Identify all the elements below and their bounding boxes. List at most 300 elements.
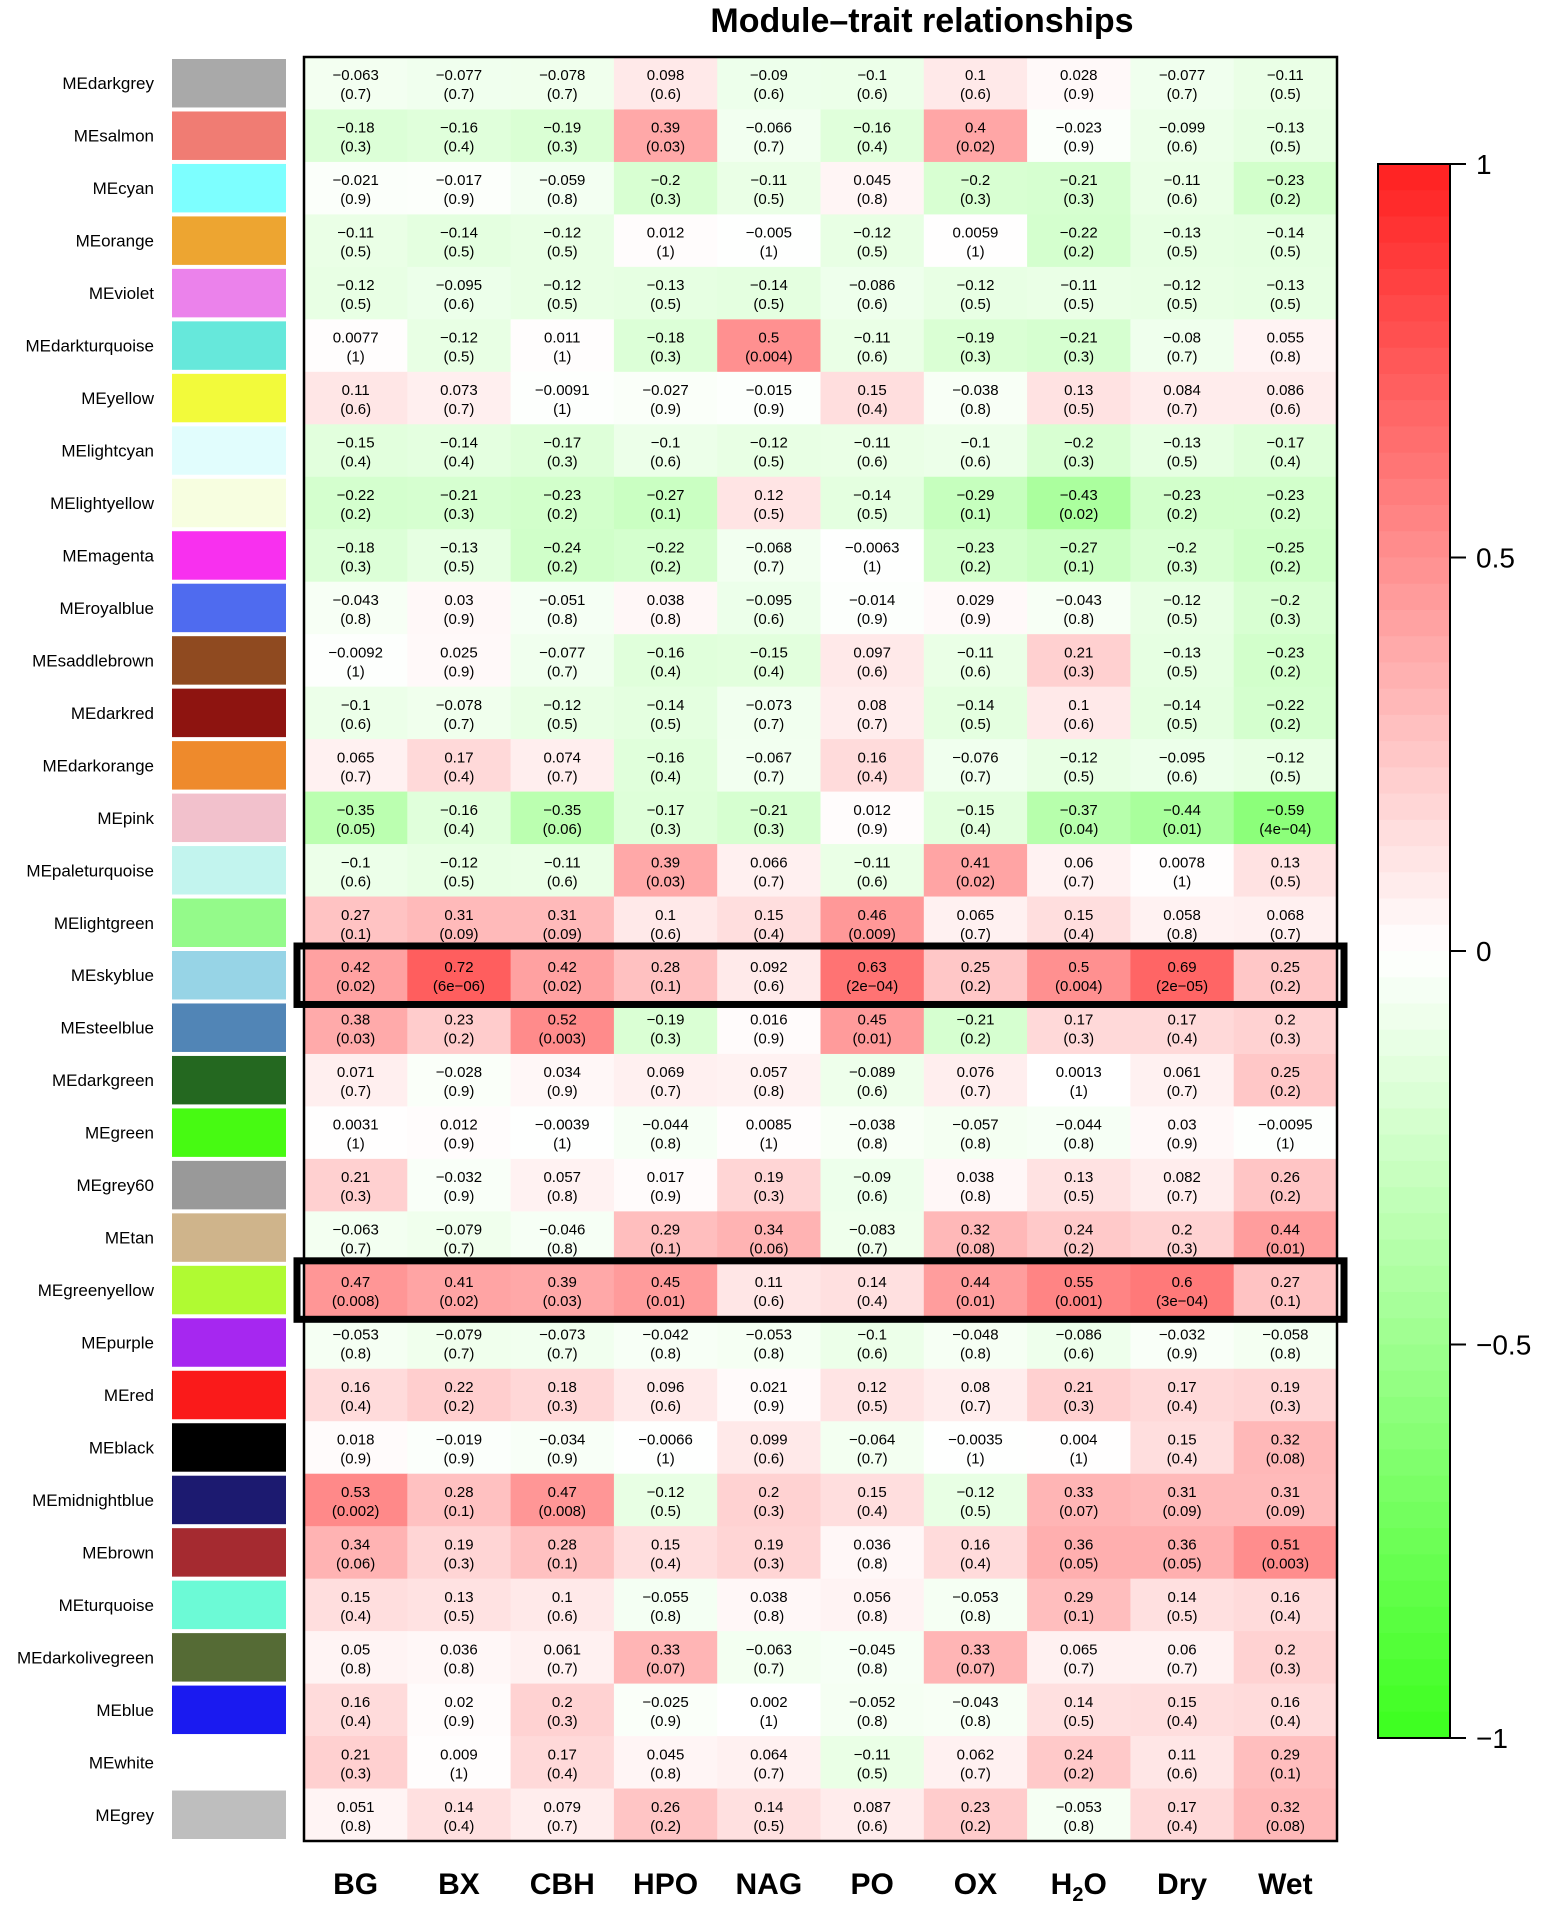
cell-pvalue: (0.6) (856, 453, 888, 471)
cell-pvalue: (0.9) (753, 401, 785, 419)
cell-correlation: 0.52 (547, 1011, 577, 1029)
cell-correlation: −0.14 (439, 434, 478, 452)
cell-pvalue: (0.2) (960, 978, 991, 996)
cell-correlation: 0.36 (1064, 1536, 1094, 1554)
cell-pvalue: (0.6) (340, 873, 372, 891)
cell-correlation: 0.21 (341, 1169, 371, 1187)
cell-correlation: 0.036 (440, 1641, 478, 1659)
cell-pvalue: (0.6) (1166, 1765, 1198, 1783)
cell-pvalue: (0.5) (546, 296, 578, 314)
cell-correlation: −0.19 (646, 1011, 685, 1029)
cell-correlation: −0.015 (745, 382, 792, 400)
colorbar-step (1378, 925, 1450, 952)
row-label: MEyellow (81, 389, 154, 409)
column-label: BG (333, 1868, 379, 1901)
cell-correlation: 0.096 (646, 1379, 685, 1396)
cell-correlation: 0.44 (960, 1274, 991, 1292)
cell-pvalue: (0.3) (340, 138, 372, 156)
cell-pvalue: (0.6) (856, 663, 888, 681)
cell-correlation: 0.065 (1059, 1641, 1098, 1659)
colorbar-step (1378, 505, 1450, 532)
cell-correlation: 0.1 (551, 1588, 573, 1606)
cell-pvalue: (0.5) (1269, 873, 1301, 891)
module-swatch (172, 111, 286, 159)
cell-pvalue: (0.9) (1063, 86, 1095, 104)
cell-correlation: −0.051 (539, 591, 586, 609)
row-label: MEsalmon (73, 126, 154, 146)
cell-correlation: −0.1 (650, 434, 681, 452)
cell-pvalue: (0.5) (443, 348, 475, 366)
cell-correlation: −0.11 (957, 644, 994, 662)
cell-correlation: −0.23 (956, 539, 995, 557)
cell-pvalue: (0.3) (546, 138, 578, 156)
cell-pvalue: (0.4) (1269, 1607, 1301, 1625)
cell-pvalue: (0.9) (443, 1188, 475, 1206)
module-swatch (172, 269, 286, 317)
cell-correlation: 0.41 (444, 1274, 474, 1292)
module-swatch (172, 1633, 286, 1681)
cell-correlation: 0.42 (547, 959, 577, 977)
cell-pvalue: (0.1) (960, 506, 991, 523)
cell-pvalue: (1) (553, 401, 572, 419)
cell-correlation: 0.036 (853, 1536, 891, 1554)
colorbar-step (1378, 1292, 1450, 1319)
cell-pvalue: (0.4) (1063, 925, 1095, 943)
cell-correlation: 0.061 (1163, 1064, 1201, 1082)
cell-pvalue: (0.5) (1166, 715, 1198, 733)
cell-pvalue: (1) (346, 348, 365, 366)
colorbar-step (1378, 558, 1450, 585)
colorbar-step (1378, 1371, 1450, 1398)
cell-pvalue: (0.07) (955, 1660, 996, 1678)
cell-correlation: 0.029 (956, 591, 995, 609)
cell-pvalue: (0.4) (960, 820, 991, 838)
cell-pvalue: (0.5) (753, 296, 785, 314)
colorbar-step (1378, 1108, 1450, 1135)
cell-correlation: 0.0059 (952, 224, 999, 242)
colorbar-step (1378, 820, 1450, 847)
cell-pvalue: (0.2) (650, 558, 681, 576)
colorbar (1378, 149, 1531, 1754)
cell-pvalue: (0.6) (856, 1083, 888, 1101)
cell-correlation: −0.027 (642, 382, 689, 400)
cell-pvalue: (0.09) (1162, 1502, 1202, 1520)
cell-pvalue: (3e−04) (1155, 1293, 1209, 1311)
cell-pvalue: (0.1) (1063, 558, 1095, 576)
module-swatch (172, 951, 286, 999)
cell-pvalue: (0.4) (1166, 1712, 1198, 1730)
cell-correlation: 0.065 (336, 749, 375, 767)
cell-pvalue: (0.6) (1166, 768, 1198, 786)
colorbar-step (1378, 190, 1450, 217)
cell-correlation: 0.17 (1064, 1011, 1094, 1029)
cell-pvalue: (0.8) (340, 610, 372, 628)
colorbar-step (1378, 636, 1450, 663)
cell-pvalue: (0.3) (650, 1030, 681, 1048)
cell-pvalue: (0.09) (542, 925, 582, 943)
cell-correlation: 0.009 (440, 1746, 478, 1764)
cell-correlation: −0.22 (1059, 224, 1098, 242)
cell-correlation: −0.23 (543, 487, 582, 504)
cell-correlation: 0.2 (1171, 1221, 1193, 1239)
cell-pvalue: (0.8) (960, 1712, 991, 1730)
cell-pvalue: (0.6) (753, 978, 785, 996)
cell-correlation: 0.16 (341, 1379, 371, 1396)
cell-pvalue: (0.02) (955, 138, 996, 156)
cell-pvalue: (0.5) (1166, 663, 1198, 681)
column-label: OX (953, 1868, 998, 1901)
cell-pvalue: (6e−06) (432, 978, 486, 996)
cell-pvalue: (1) (656, 1450, 675, 1468)
cell-correlation: −0.35 (336, 801, 375, 819)
cell-pvalue: (0.08) (1265, 1450, 1305, 1468)
cell-correlation: −0.032 (1158, 1326, 1206, 1344)
row-label: MEdarkgreen (51, 1071, 154, 1091)
cell-pvalue: (0.2) (960, 1817, 991, 1835)
cell-correlation: −0.073 (745, 696, 792, 714)
cell-correlation: −0.17 (646, 801, 685, 819)
cell-pvalue: (0.7) (340, 768, 372, 786)
column-label: $H_2O$ (1050, 1868, 1107, 1906)
cell-correlation: −0.12 (1266, 749, 1305, 767)
cell-pvalue: (1) (862, 558, 882, 576)
cell-correlation: 0.017 (646, 1169, 685, 1187)
cell-correlation: 0.098 (646, 67, 685, 85)
cell-pvalue: (0.7) (856, 1450, 888, 1468)
cell-pvalue: (0.7) (753, 768, 785, 786)
cell-pvalue: (0.4) (856, 1293, 888, 1311)
cell-correlation: −0.076 (952, 749, 999, 767)
colorbar-step (1378, 1686, 1450, 1713)
cell-correlation: 0.36 (1167, 1536, 1197, 1554)
cell-pvalue: (0.3) (1269, 610, 1301, 628)
row-label: MEdarkorange (42, 756, 154, 776)
cell-correlation: 0.6 (1171, 1274, 1193, 1292)
cell-pvalue: (0.8) (1063, 1817, 1095, 1835)
cell-pvalue: (0.1) (1269, 1293, 1301, 1311)
cell-pvalue: (0.02) (955, 873, 996, 891)
cell-correlation: −0.27 (646, 487, 685, 504)
cell-pvalue: (0.8) (960, 1607, 991, 1625)
cell-correlation: 0.099 (750, 1431, 788, 1449)
cell-pvalue: (0.7) (753, 715, 785, 733)
cell-pvalue: (0.7) (753, 873, 785, 891)
cell-correlation: 0.057 (543, 1169, 582, 1187)
cell-correlation: −0.045 (849, 1641, 896, 1659)
cell-correlation: −0.0091 (534, 382, 590, 400)
colorbar-step (1378, 1633, 1450, 1660)
cell-pvalue: (0.5) (1269, 243, 1301, 261)
cell-correlation: −0.14 (853, 487, 892, 504)
colorbar-step (1378, 610, 1450, 637)
cell-pvalue: (0.6) (1063, 715, 1095, 733)
row-label: MEorange (75, 231, 154, 251)
colorbar-step (1378, 1135, 1450, 1162)
cell-correlation: 0.025 (440, 644, 478, 662)
cell-correlation: −0.12 (646, 1483, 685, 1501)
cell-pvalue: (0.6) (1269, 401, 1301, 419)
cell-correlation: −0.032 (435, 1169, 483, 1187)
cell-correlation: 0.13 (444, 1588, 474, 1606)
cell-correlation: −0.14 (956, 696, 995, 714)
cell-pvalue: (0.8) (650, 1607, 681, 1625)
cell-pvalue: (0.3) (1063, 1398, 1095, 1415)
cell-correlation: −0.12 (439, 854, 478, 872)
colorbar-step (1378, 1554, 1450, 1581)
cell-correlation: −0.014 (849, 591, 896, 609)
cell-pvalue: (0.9) (443, 1135, 475, 1153)
cell-pvalue: (0.3) (1269, 1660, 1301, 1678)
cell-correlation: 0.16 (1270, 1588, 1300, 1606)
cell-pvalue: (0.8) (856, 1555, 888, 1573)
cell-pvalue: (0.9) (1166, 1135, 1198, 1153)
cell-correlation: 0.24 (1064, 1221, 1094, 1239)
cell-correlation: −0.077 (1158, 67, 1206, 85)
cell-correlation: −0.22 (646, 539, 685, 557)
cell-pvalue: (0.5) (546, 715, 578, 733)
colorbar-step (1378, 741, 1450, 768)
row-label: MEgrey (95, 1805, 154, 1825)
cell-pvalue: (0.3) (546, 1712, 578, 1730)
cell-correlation: −0.43 (1059, 487, 1098, 504)
cell-pvalue: (0.07) (1059, 1502, 1099, 1520)
cell-correlation: 0.19 (754, 1169, 784, 1187)
cell-pvalue: (1) (966, 1450, 985, 1468)
cell-pvalue: (0.2) (1269, 1188, 1301, 1206)
cell-correlation: 0.15 (650, 1536, 681, 1554)
cell-pvalue: (0.9) (443, 663, 475, 681)
cell-pvalue: (0.03) (645, 138, 686, 156)
colorbar-tick-label: 1 (1476, 149, 1492, 180)
cell-correlation: 0.33 (1064, 1483, 1094, 1501)
row-label: MElightgreen (53, 913, 154, 933)
cell-correlation: −0.08 (1163, 329, 1202, 347)
cell-correlation: −0.066 (745, 119, 792, 137)
cell-pvalue: (0.09) (439, 925, 479, 943)
cell-pvalue: (0.5) (1166, 453, 1198, 471)
cell-pvalue: (0.5) (856, 506, 888, 523)
cell-pvalue: (0.6) (753, 1450, 785, 1468)
row-label: MEroyalblue (59, 598, 154, 618)
cell-pvalue: (0.7) (1269, 925, 1301, 943)
cell-correlation: −0.22 (336, 487, 375, 504)
cell-correlation: −0.11 (543, 854, 581, 872)
cell-correlation: 0.31 (444, 906, 474, 924)
colorbar-step (1378, 1659, 1450, 1686)
colorbar-step (1378, 1318, 1450, 1345)
cell-pvalue: (0.9) (546, 1450, 578, 1468)
cell-correlation: 0.1 (655, 906, 676, 924)
cell-correlation: 0.0078 (1159, 854, 1205, 872)
cell-pvalue: (1) (346, 663, 365, 681)
row-label: MEpurple (81, 1333, 154, 1353)
cell-pvalue: (0.3) (340, 1188, 372, 1206)
cell-correlation: 0.057 (750, 1064, 788, 1082)
cell-correlation: −0.017 (435, 172, 483, 190)
cell-correlation: 0.16 (341, 1693, 371, 1711)
cell-correlation: −0.15 (749, 644, 788, 662)
cell-correlation: −0.043 (952, 1693, 999, 1711)
cell-pvalue: (0.3) (1269, 1030, 1301, 1048)
cell-correlation: −0.023 (1055, 119, 1102, 137)
cell-correlation: −0.1 (960, 434, 991, 452)
cell-pvalue: (0.01) (1265, 1240, 1305, 1258)
cell-pvalue: (0.5) (443, 1607, 475, 1625)
cell-correlation: 0.016 (750, 1011, 788, 1029)
cell-correlation: 0.0085 (745, 1116, 792, 1134)
cell-pvalue: (0.3) (1269, 1398, 1301, 1415)
row-label: MElightyellow (50, 494, 154, 513)
column-label: Dry (1157, 1868, 1208, 1901)
cell-pvalue: (0.01) (645, 1293, 686, 1311)
cell-pvalue: (0.8) (340, 1345, 372, 1363)
colorbar-step (1378, 321, 1450, 348)
colorbar-step (1378, 951, 1450, 978)
cell-pvalue: (0.7) (1166, 1083, 1198, 1101)
cell-pvalue: (0.5) (960, 715, 991, 733)
cell-pvalue: (0.2) (1063, 1765, 1095, 1783)
cell-pvalue: (0.7) (650, 1083, 681, 1101)
cell-pvalue: (0.6) (753, 86, 785, 104)
cell-correlation: 0.4 (965, 119, 986, 137)
cell-pvalue: (0.05) (1162, 1555, 1202, 1573)
cell-correlation: −0.083 (849, 1221, 896, 1239)
cell-pvalue: (0.7) (546, 1345, 578, 1363)
cell-pvalue: (0.8) (856, 1607, 888, 1625)
cell-correlation: 0.061 (543, 1641, 582, 1659)
cell-pvalue: (0.4) (340, 1712, 372, 1730)
cell-pvalue: (0.5) (1166, 610, 1198, 628)
cell-pvalue: (0.05) (1059, 1555, 1099, 1573)
cell-correlation: 0.31 (547, 906, 577, 924)
cell-correlation: 0.16 (1270, 1693, 1300, 1711)
cell-pvalue: (0.4) (340, 1398, 372, 1415)
cell-pvalue: (0.004) (1054, 978, 1103, 996)
cell-pvalue: (0.2) (1269, 1083, 1301, 1101)
module-swatch (172, 1213, 286, 1261)
cell-correlation: 0.0077 (332, 329, 379, 347)
cell-pvalue: (0.009) (848, 925, 896, 943)
module-swatch (172, 1686, 286, 1734)
cell-correlation: 0.29 (650, 1221, 681, 1239)
cell-pvalue: (0.5) (1063, 296, 1095, 314)
cell-pvalue: (0.6) (546, 873, 578, 891)
cell-correlation: 0.17 (1167, 1011, 1197, 1029)
cell-pvalue: (0.8) (546, 1240, 578, 1258)
cell-correlation: 0.15 (857, 1483, 887, 1501)
cell-correlation: −0.053 (952, 1588, 999, 1606)
cell-correlation: 0.069 (646, 1064, 685, 1082)
cell-pvalue: (0.3) (1063, 191, 1095, 209)
cell-pvalue: (0.5) (650, 296, 681, 314)
cell-pvalue: (0.5) (753, 506, 785, 523)
colorbar-step (1378, 531, 1450, 558)
cell-pvalue: (1) (449, 1765, 469, 1783)
cell-correlation: 0.5 (1068, 959, 1090, 977)
cell-pvalue: (0.08) (955, 1240, 996, 1258)
cell-correlation: −0.11 (1266, 67, 1304, 85)
row-label: MEblack (88, 1438, 154, 1458)
row-label: MEdarkturquoise (25, 336, 154, 356)
cell-pvalue: (0.9) (443, 1083, 475, 1101)
colorbar-step (1378, 977, 1450, 1004)
cell-pvalue: (0.6) (650, 453, 681, 471)
cell-pvalue: (0.01) (1162, 820, 1202, 838)
cell-pvalue: (0.4) (1269, 1712, 1301, 1730)
colorbar-step (1378, 1240, 1450, 1267)
module-swatch (172, 1266, 286, 1314)
cell-pvalue: (0.5) (443, 873, 475, 891)
cell-pvalue: (0.2) (1269, 663, 1301, 681)
module-swatch (172, 1791, 286, 1839)
cell-pvalue: (0.2) (546, 506, 578, 523)
cell-pvalue: (1) (1276, 1135, 1295, 1153)
cell-correlation: −0.063 (332, 1221, 379, 1239)
cell-correlation: 0.038 (956, 1169, 995, 1187)
colorbar-tick-label: 0.5 (1476, 542, 1515, 574)
cell-pvalue: (0.6) (650, 1398, 681, 1415)
cell-pvalue: (0.8) (753, 1083, 785, 1101)
cell-correlation: 0.12 (754, 487, 784, 504)
cell-correlation: −0.099 (1158, 119, 1206, 137)
colorbar-step (1378, 899, 1450, 926)
cell-pvalue: (0.1) (443, 1502, 475, 1520)
cell-correlation: −0.14 (439, 224, 478, 242)
cell-correlation: −0.052 (849, 1693, 896, 1711)
cell-correlation: 0.056 (853, 1588, 891, 1606)
module-swatch (172, 1528, 286, 1576)
cell-correlation: 0.084 (1163, 382, 1201, 400)
colorbar-step (1378, 453, 1450, 480)
cell-pvalue: (0.8) (546, 191, 578, 209)
module-swatch (172, 1056, 286, 1104)
cell-correlation: −0.12 (543, 277, 582, 295)
module-swatch (172, 1108, 286, 1156)
cell-correlation: 0.23 (444, 1011, 474, 1029)
cell-correlation: 0.012 (646, 224, 685, 242)
cell-correlation: 0.14 (1064, 1693, 1094, 1711)
cell-pvalue: (2e−05) (1155, 978, 1209, 996)
cell-correlation: −0.086 (1055, 1326, 1102, 1344)
colorbar-step (1378, 295, 1450, 322)
cell-correlation: −0.12 (749, 434, 788, 452)
cell-pvalue: (0.09) (1265, 1502, 1305, 1520)
cell-pvalue: (0.6) (856, 1817, 888, 1835)
row-label: MEmidnightblue (32, 1490, 154, 1510)
cell-correlation: −0.095 (745, 591, 792, 609)
cell-correlation: 0.068 (1266, 906, 1305, 924)
cell-pvalue: (0.5) (650, 1502, 681, 1520)
cell-correlation: 0.064 (750, 1746, 788, 1764)
cell-pvalue: (0.2) (443, 1030, 475, 1048)
module-swatch (172, 374, 286, 422)
cell-pvalue: (0.3) (340, 1765, 372, 1783)
cell-correlation: 0.47 (547, 1483, 577, 1501)
cell-correlation: −0.11 (1163, 172, 1201, 190)
cell-pvalue: (1) (553, 348, 572, 366)
cell-correlation: 0.28 (547, 1536, 577, 1554)
cell-correlation: 0.02 (444, 1693, 474, 1711)
cell-pvalue: (0.6) (1166, 191, 1198, 209)
cell-correlation: −0.24 (543, 539, 582, 557)
cell-pvalue: (0.5) (546, 243, 578, 261)
row-label: MEturquoise (58, 1595, 154, 1615)
cell-correlation: −0.11 (750, 172, 788, 190)
cell-pvalue: (0.9) (960, 610, 991, 628)
cell-correlation: −0.044 (642, 1116, 689, 1134)
cell-correlation: 0.39 (650, 854, 681, 872)
colorbar-step (1378, 400, 1450, 427)
